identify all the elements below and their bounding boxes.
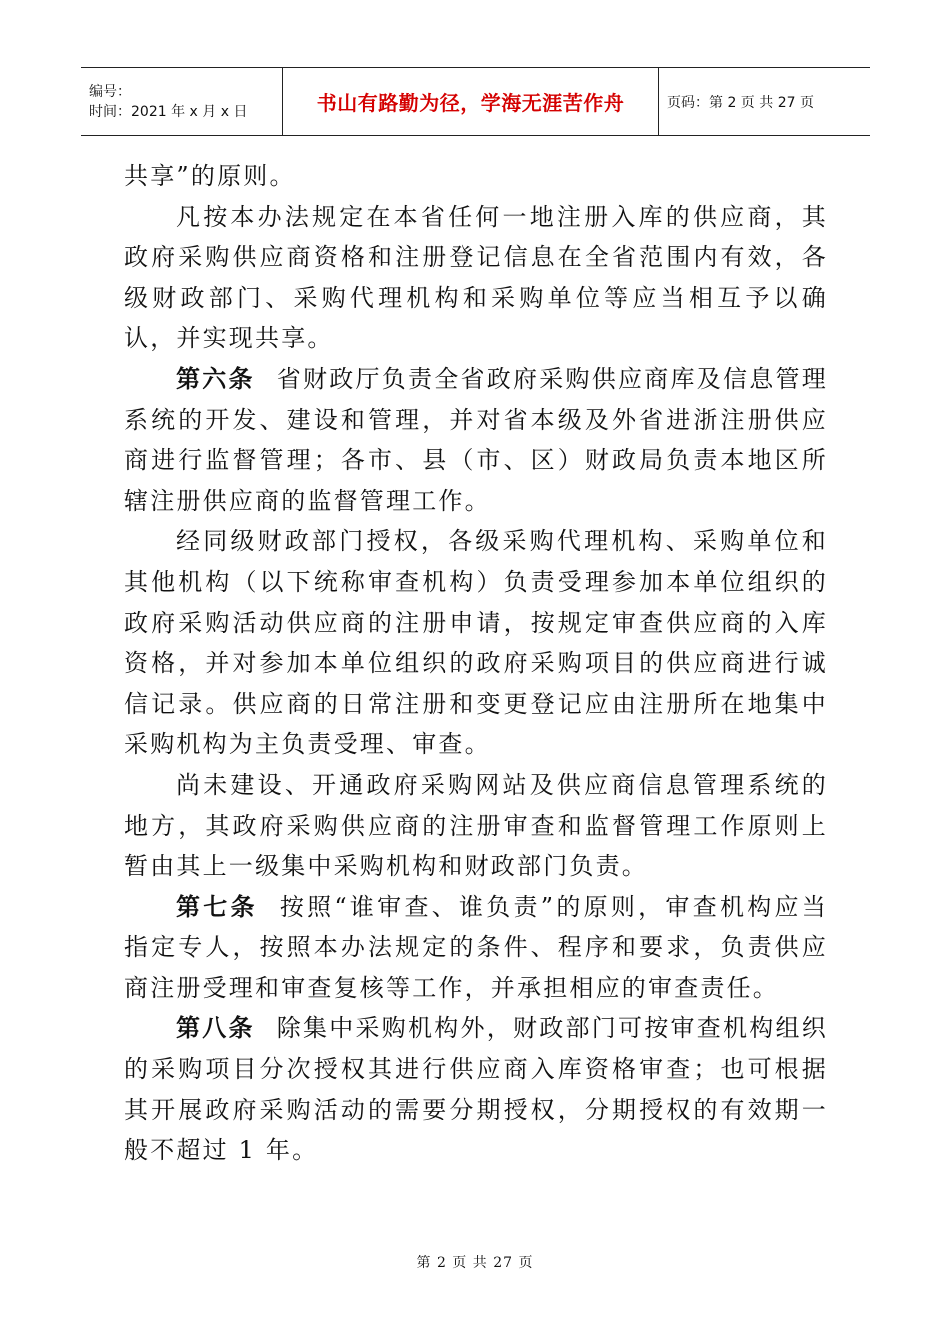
document-body [124, 156, 828, 1171]
article-6-title: 第六条 [176, 363, 255, 393]
paragraph-principle-end: 共享”的原则。 [124, 162, 296, 190]
header-meta [81, 68, 283, 135]
article-8 [124, 1008, 828, 1170]
article-8-title: 第八条 [176, 1013, 255, 1043]
document-time-label: 时间：2021 年 x 月 x 日 [89, 103, 248, 120]
article-8-text: 除集中采购机构外，财政部门可按审查机构组织的采购项目分次授权其进行供应商入库资格审查；也可根据其开展政府采购活动的需要分期授权，分期授权的有效期一般不超过 1 年。 [124, 1014, 828, 1165]
page-header [81, 67, 870, 136]
article-7-title: 第七条 [176, 891, 258, 921]
header-page-number: 页码：第 2 页 共 27 页 [667, 94, 814, 111]
article-7-text: 按照“谁审查、谁负责”的原则，审查机构应当指定专人，按照本办法规定的条件、程序和要求，负责供应商注册受理和审查复核等工作，并承担相应的审查责任。 [124, 892, 828, 1002]
paragraph-unbuilt-regions: 尚未建设、开通政府采购网站及供应商信息管理系统的地方，其政府采购供应商的注册审查和监督管理工作原则上暂由其上一级集中采购机构和财政部门负责。 [124, 770, 828, 881]
paragraph-registration-validity: 凡按本办法规定在本省任何一地注册入库的供应商，其政府采购供应商资格和注册登记信息在全省范围内有效，各级财政部门、采购代理机构和采购单位等应当相互予以确认，并实现共享。 [124, 202, 828, 353]
article-6 [124, 359, 828, 521]
article-6-text: 省财政厅负责全省政府采购供应商库及信息管理系统的开发、建设和管理，并对省本级及外省进浙注册供应商进行监督管理；各市、县（市、区）财政局负责本地区所辖注册供应商的监督管理工作。 [124, 364, 828, 515]
page-footer: 第 2 页 共 27 页 [416, 1255, 534, 1271]
article-7 [124, 887, 828, 1009]
paragraph-review-agencies: 经同级财政部门授权，各级采购代理机构、采购单位和其他机构（以下统称审查机构）负责受理参加本单位组织的政府采购活动供应商的注册申请，按规定审查供应商的入库资格，并对参加本单位组织的政府采购项目的供应商进行诚信记录。供应商的日常注册和变更登记应由注册所在地集中采购机构为主负责受理、审查。 [124, 527, 828, 759]
header-motto: 书山有路勤为径，学海无涯苦作舟 [283, 68, 659, 135]
document-number-label: 编号： [89, 83, 131, 100]
